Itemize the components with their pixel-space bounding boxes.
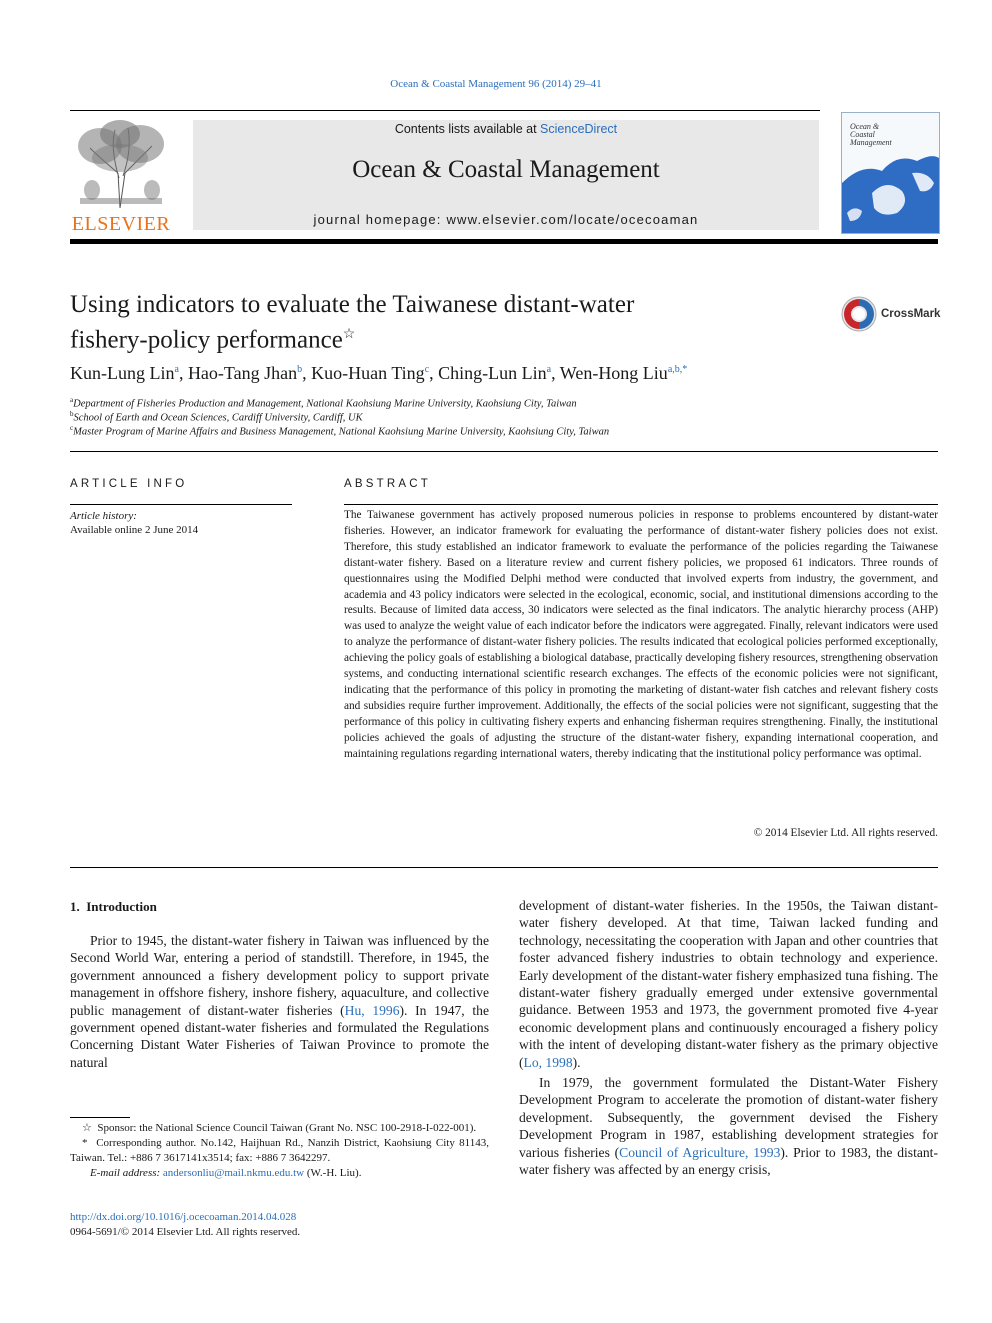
citation-link[interactable]: Council of Agriculture, 1993 — [619, 1144, 781, 1160]
doi-link[interactable]: http://dx.doi.org/10.1016/j.ocecoaman.2014.04.028 — [70, 1211, 297, 1223]
email-link[interactable]: andersonliu@mail.nkmu.edu.tw — [162, 1167, 305, 1179]
journal-homepage — [193, 212, 819, 227]
footnote-sponsor: ☆ Sponsor: the National Science Council Taiwan (Grant No. NSC 100-2918-I-022-001). — [82, 1122, 477, 1134]
article-info-rule — [70, 504, 292, 505]
author-affil-mark[interactable]: c — [424, 364, 430, 375]
abstract-bottom-rule — [70, 867, 938, 868]
cover-map-icon — [842, 113, 939, 233]
author-affil-mark[interactable]: a,b,* — [667, 364, 688, 375]
author-name[interactable]: Wen-Hong Liu — [559, 363, 668, 383]
author-name[interactable]: Hao-Tang Jhan — [187, 363, 298, 383]
affiliation: $^b$School of Earth and Ocean Sciences, Cardiff University, Cardiff, UK — [70, 410, 363, 424]
elsevier-tree-icon — [70, 118, 172, 210]
footnote-mark: * — [82, 1137, 88, 1149]
footnotes — [70, 1121, 489, 1181]
homepage-url[interactable]: www.elsevier.com/locate/ocecoaman — [446, 212, 699, 227]
citation-link[interactable]: Lo, 1998 — [523, 1054, 573, 1070]
section-title: Introduction — [86, 899, 157, 914]
journal-cover[interactable] — [841, 112, 940, 234]
footnote-email: E-mail address: andersonliu@mail.nkmu.edu.tw (W.-H. Liu). — [90, 1167, 362, 1179]
cover-title: Ocean & Coastal Management — [850, 122, 892, 147]
footnote-mark: ☆ — [82, 1122, 92, 1134]
elsevier-logo[interactable] — [70, 118, 172, 233]
crossmark-label: CrossMark — [881, 308, 941, 320]
article-history-label: Article history: — [70, 510, 137, 522]
footnote-rule — [70, 1117, 130, 1118]
author-name[interactable]: Ching-Lun Lin — [438, 363, 547, 383]
abstract-text: The Taiwanese government has actively proposed numerous policies in response to problems encountered by distant-water fisheries. However, an indicator framework for evaluating the performance of distant-water fishery policies does not exist. Therefore, this study established an indicator framework to evaluate the performance of the policies regarding the Taiwanese distant-water fishery. Based on a literature review and current fishery policies, we proposed 61 indicators. Three rounds of questionnaires using the Modified Delphi method were conducted that involved experts from industry, the government, and academia and 43 policy indicators were selected in the ecological, economic, social, and institutional dimensions according to the results. Because of limited data access, 30 indicators were selected as the final indicators. The analytic hierarchy process (AHP) was used to analyze the weight value of each indicator before the indicators were aggregated. Finally, relevant indicators were used to analyze the performance of distant-water fishery policies. The results indicated that ecological policies performed exceptionally, achieving the policy goals of establishing a biological database, practically developing fishery resources, strengthening observation systems, and conducting international scientific research exchanges. The effects of the economic policies were not significant, indicating that the performance of this policy in promoting the marketing of distant-water fish catches and relevant fishery costs and subsidies require further improvement. Additionally, the effects of the social policies were not significant, suggesting that the performance of this policy in cultivating fishery experts and enhancing fisherman requires strengthening. Finally, the institutional policies achieved the goals of adjusting the structure of the distant-water fishery, expanding international cooperation, and maintaining regulations regarding international waters, thereby indicating that the institutional policy performance was optimal. — [344, 509, 938, 760]
title-line-2: fishery-policy performance☆ — [70, 326, 356, 354]
header-rule-thin — [70, 110, 820, 111]
sciencedirect-link[interactable]: ScienceDirect — [540, 122, 618, 136]
header-rule — [70, 239, 938, 244]
contents-line — [193, 122, 819, 136]
title-line-1: Using indicators to evaluate the Taiwanese distant-water — [70, 291, 635, 318]
crossmark-badge[interactable] — [841, 296, 941, 334]
author-affil-mark[interactable]: a — [174, 364, 179, 375]
section-heading-introduction — [70, 899, 157, 915]
title-footnote-mark[interactable]: ☆ — [342, 327, 356, 342]
abstract-heading: ABSTRACT — [344, 478, 431, 490]
paragraph: Prior to 1945, the distant-water fishery in Taiwan was influenced by the Second World War, entering a period of standstill. Therefore, in 1945, the government announced a fishery development policy to support private management in offshore fishery, inshore fishery, aquaculture, and collective public management of distant-water fisheries (Hu, 1996). In 1947, the government opened distant-water fisheries and formulated the Regulations Concerning Distant Water Fisheries of Taiwan Province to promote the natural — [70, 933, 489, 1070]
available-online: Available online 2 June 2014 — [70, 524, 199, 536]
journal-title: Ocean & Coastal Management — [352, 156, 660, 183]
crossmark-icon — [841, 296, 877, 332]
affiliation: $^a$Department of Fisheries Production and Management, National Kaohsiung Marine University, Kaohsiung City, Taiwan — [70, 396, 577, 410]
elsevier-wordmark: ELSEVIER — [71, 213, 171, 235]
paragraph: In 1979, the government formulated the Distant-Water Fishery Development Program to accelerate the promotion of distant-water fishery development. Subsequently, the government devised the Fishery Development Program in 1987, establishing development strategies for various fisheries (Council of Agriculture, 1993). Prior to 1983, the distant-water fishery was affected by an energy crisis, — [519, 1075, 938, 1178]
article-title — [70, 290, 770, 355]
issn-copyright: 0964-5691/© 2014 Elsevier Ltd. All rights reserved. — [70, 1226, 301, 1238]
paragraph: development of distant-water fisheries. In the 1950s, the Taiwan distant-water fishery developed. At that time, Taiwan lacked funding and technology, necessitating the cooperation with Japan and other countries that foster advanced fishery industries to obtain technology and experience. Early development of the distant-water fishery emphasized tuna fishing. The distant-water fishery gradually emerged under extensive governmental guidance. Between 1953 and 1973, the government promoted five 4-year economic development plans and continuously encouraged a fishery policy with the intent of developing distant-water fishery as the primary objective (Lo, 1998). — [519, 898, 938, 1070]
section-number: 1. — [70, 899, 80, 914]
abstract-copyright: © 2014 Elsevier Ltd. All rights reserved. — [753, 827, 938, 839]
journal-citation[interactable]: Ocean & Coastal Management 96 (2014) 29–41 — [390, 78, 602, 90]
author-affil-mark[interactable]: a — [546, 364, 552, 375]
footnote-corresponding: * Corresponding author. No.142, Haijhuan Rd., Nanzih District, Kaohsiung City 81143, Taiwan. Tel.: +886 7 3617141x3514; fax: +886 7 3642297. — [70, 1137, 490, 1164]
article-info-heading: ARTICLE INFO — [70, 478, 188, 490]
affiliation-rule — [70, 451, 938, 452]
author-name[interactable]: Kuo-Huan Ting — [311, 363, 425, 383]
affiliation: $^c$Master Program of Marine Affairs and Business Management, National Kaohsiung Marine University, Kaohsiung City, Taiwan — [70, 424, 610, 438]
homepage-label: journal homepage: — [313, 212, 447, 227]
author-affil-mark[interactable]: b — [297, 364, 303, 375]
body-right-column — [519, 897, 938, 1179]
contents-prefix: Contents lists available at — [394, 122, 541, 136]
abstract-rule — [344, 504, 938, 505]
author-name[interactable]: Kun-Lung Lin — [70, 363, 175, 383]
author-list: Kun-Lung Lin$^a$, Hao-Tang Jhan$^b$, Kuo-Huan Ting$^c$, Ching-Lun Lin$^a$, Wen-Hong Liu$^{a,b,*}$ — [70, 363, 688, 383]
body-left-column — [70, 932, 489, 1071]
citation-link[interactable]: Hu, 1996 — [344, 1002, 400, 1018]
